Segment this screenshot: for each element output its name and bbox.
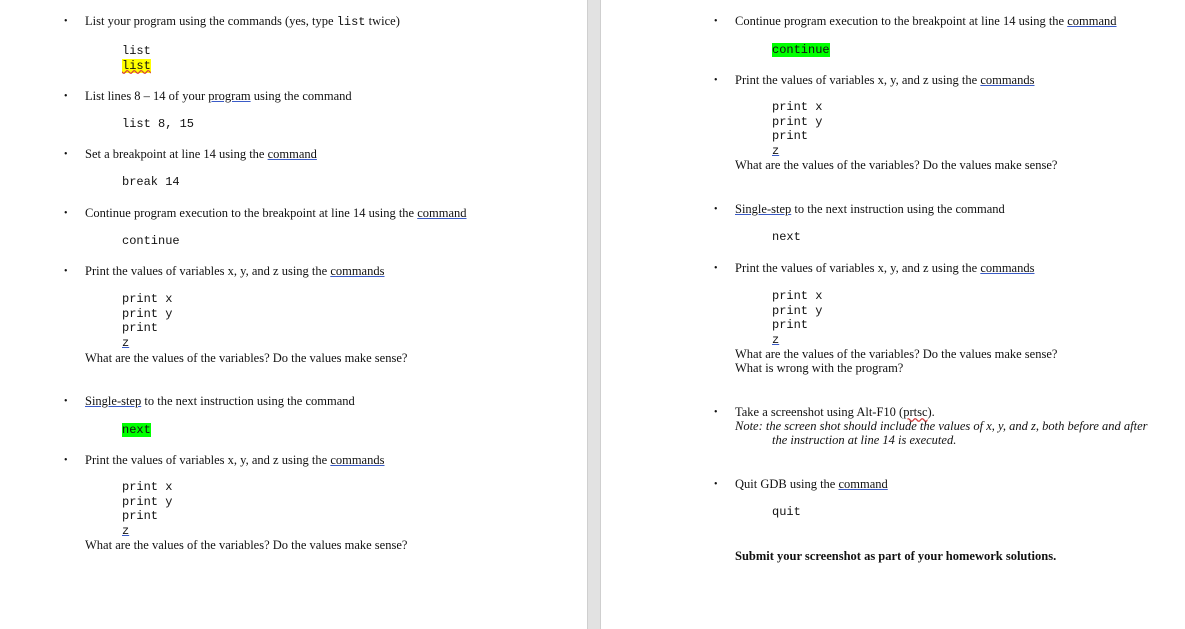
code-block bbox=[122, 44, 151, 73]
underlined-word: commands bbox=[330, 453, 385, 467]
print-instruction bbox=[735, 261, 1034, 275]
instruction-text: List your program using the commands (yes, type bbox=[85, 14, 337, 28]
print-instruction bbox=[735, 73, 1034, 87]
code-line: quit bbox=[772, 505, 801, 519]
bullet: • bbox=[64, 149, 68, 160]
instruction-text: List lines 8 – 14 of your bbox=[85, 89, 209, 103]
instruction-text: Print the values of variables x, y, and z using the bbox=[85, 264, 331, 278]
quit-instruction bbox=[735, 477, 888, 491]
page-gutter bbox=[587, 0, 601, 629]
underlined-word: command bbox=[267, 147, 317, 161]
code-line bbox=[122, 423, 151, 438]
code-line-highlighted: list bbox=[122, 58, 151, 73]
code-block bbox=[772, 289, 822, 347]
continue-instruction bbox=[735, 14, 1117, 28]
underlined-var: z bbox=[772, 143, 780, 158]
right-page bbox=[601, 0, 1185, 629]
submit-note: Submit your screenshot as part of your homework solutions. bbox=[735, 549, 1057, 563]
code-line bbox=[122, 321, 172, 350]
code-line: print y bbox=[772, 114, 823, 129]
instruction-text: Print the values of variables x, y, and z using the bbox=[735, 73, 981, 87]
underlined-word: command bbox=[838, 477, 888, 491]
question-text: What are the values of the variables? Do the values make sense? bbox=[735, 158, 1058, 172]
left-page bbox=[0, 0, 587, 629]
code-line: list bbox=[122, 44, 151, 58]
code-line bbox=[772, 129, 822, 158]
code-line bbox=[122, 509, 172, 538]
print-instruction bbox=[85, 264, 384, 278]
instruction-text: Quit GDB using the bbox=[735, 477, 839, 491]
single-step-instruction bbox=[735, 202, 1005, 216]
code-highlighted: next bbox=[122, 423, 151, 437]
bullet: • bbox=[64, 91, 68, 102]
underlined-word: commands bbox=[330, 264, 385, 278]
underlined-var: z bbox=[122, 335, 130, 350]
underlined-word: commands bbox=[980, 73, 1035, 87]
question-text: What is wrong with the program? bbox=[735, 361, 904, 375]
note-text: the instruction at line 14 is executed. bbox=[772, 433, 957, 447]
underlined-word: program bbox=[208, 89, 251, 103]
instruction-text: Continue program execution to the breakpoint at line 14 using the bbox=[735, 14, 1068, 28]
code-text: print bbox=[772, 318, 809, 332]
instruction-text: to the next instruction using the command bbox=[141, 394, 355, 408]
bullet: • bbox=[64, 266, 68, 277]
underlined-var: z bbox=[122, 523, 130, 538]
breakpoint-instruction bbox=[85, 147, 317, 161]
screenshot-instruction bbox=[735, 405, 935, 419]
instruction-text: Take a screenshot using Alt-F10 ( bbox=[735, 405, 904, 419]
code-line: break 14 bbox=[122, 175, 180, 189]
instruction-text: Continue program execution to the breakpoint at line 14 using the bbox=[85, 206, 418, 220]
underlined-word: command bbox=[1067, 14, 1117, 28]
single-step-instruction bbox=[85, 394, 355, 408]
code-line: print y bbox=[122, 306, 173, 321]
print-instruction bbox=[85, 453, 384, 467]
list-program-instruction bbox=[85, 14, 400, 30]
code-block bbox=[772, 100, 822, 158]
code-line: print x bbox=[122, 292, 173, 306]
bullet: • bbox=[64, 208, 68, 219]
bullet: • bbox=[714, 75, 718, 86]
list-lines-instruction bbox=[85, 89, 352, 103]
code-highlighted: continue bbox=[772, 43, 830, 57]
code-line: print x bbox=[772, 289, 823, 303]
instruction-text: Print the values of variables x, y, and z using the bbox=[85, 453, 331, 467]
code-line: print x bbox=[122, 480, 173, 494]
underlined-word: Single-step bbox=[85, 394, 142, 408]
bullet: • bbox=[64, 396, 68, 407]
instruction-text: Print the values of variables x, y, and z using the bbox=[735, 261, 981, 275]
bullet: • bbox=[714, 263, 718, 274]
code-text: print bbox=[772, 129, 809, 143]
question-text: What are the values of the variables? Do the values make sense? bbox=[85, 351, 408, 365]
question-text: What are the values of the variables? Do the values make sense? bbox=[735, 347, 1058, 361]
instruction-tail: ). bbox=[927, 405, 935, 419]
underlined-word: commands bbox=[980, 261, 1035, 275]
code-text: print bbox=[122, 321, 159, 335]
question-text: What are the values of the variables? Do the values make sense? bbox=[85, 538, 408, 552]
code-line bbox=[772, 43, 830, 58]
underlined-var: z bbox=[772, 332, 780, 347]
code-line: list 8, 15 bbox=[122, 117, 195, 131]
underlined-word: Single-step bbox=[735, 202, 792, 216]
instruction-tail: twice) bbox=[365, 14, 400, 28]
code-line: print y bbox=[772, 303, 823, 318]
code-line: next bbox=[772, 230, 801, 244]
bullet: • bbox=[714, 204, 718, 215]
underlined-word: command bbox=[417, 206, 467, 220]
bullet: • bbox=[714, 407, 718, 418]
inline-code: list bbox=[336, 15, 366, 29]
code-block bbox=[122, 292, 172, 350]
instruction-text: to the next instruction using the command bbox=[791, 202, 1005, 216]
instruction-text: Set a breakpoint at line 14 using the bbox=[85, 147, 268, 161]
bullet: • bbox=[64, 455, 68, 466]
note-text: Note: the screen shot should include the values of x, y, and z, both before and after bbox=[735, 419, 1148, 433]
code-line: continue bbox=[122, 234, 180, 248]
continue-instruction bbox=[85, 206, 467, 220]
instruction-tail: using the command bbox=[250, 89, 352, 103]
code-text: print bbox=[122, 509, 159, 523]
code-line: print y bbox=[122, 494, 173, 509]
code-block bbox=[122, 480, 172, 538]
code-line: print x bbox=[772, 100, 823, 114]
misspelled-word: prtsc bbox=[903, 405, 928, 419]
bullet: • bbox=[64, 16, 68, 27]
bullet: • bbox=[714, 479, 718, 490]
bullet: • bbox=[714, 16, 718, 27]
code-line bbox=[772, 318, 822, 347]
